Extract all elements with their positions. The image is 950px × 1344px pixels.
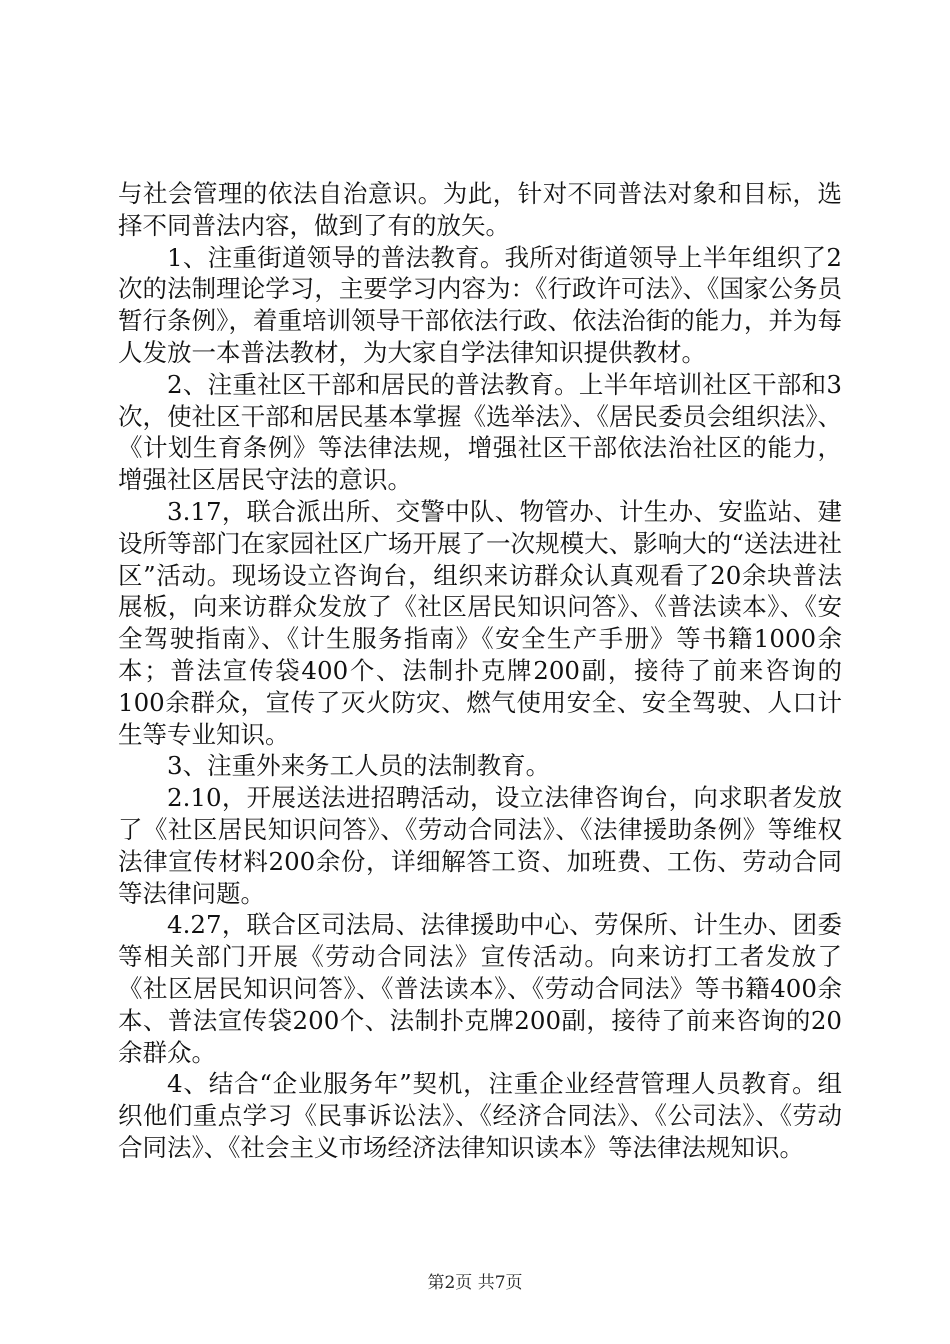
paragraph-community-education: 2、注重社区干部和居民的普法教育。上半年培训社区干部和3次，使社区干部和居民基本掌握《选举法》、《居民委员会组织法》、《计划生育条例》等法律法规，增强社区干部依法治社区的能力，增强社区居民守法的意识。 <box>118 369 842 495</box>
paragraph-law-into-community: 3.17，联合派出所、交警中队、物管办、计生办、安监站、建设所等部门在家园社区广场开展了一次规模大、影响大的“送法进社区”活动。现场设立咨询台，组织来访群众认真观看了20余块普法展板，向来访群众发放了《社区居民知识问答》、《普法读本》、《安全驾驶指南》、《计生服务指南》《安全生产手册》等书籍1000余本；普法宣传袋400个、法制扑克牌200副，接待了前来咨询的100余群众，宣传了灭火防灾、燃气使用安全、安全驾驶、人口计生等专业知识。 <box>118 496 842 749</box>
paragraph-enterprise-education: 4、结合“企业服务年”契机，注重企业经营管理人员教育。组织他们重点学习《民事诉讼法》、《经济合同法》、《公司法》、《劳动合同法》、《社会主义市场经济法律知识读本》等法律法规知识。 <box>118 1069 842 1162</box>
paragraph-job-fair-activity: 2.10，开展送法进招聘活动，设立法律咨询台，向求职者发放了《社区居民知识问答》、《劳动合同法》、《法律援助条例》等维权法律宣传材料200余份，详细解答工资、加班费、工伤、劳动合同等法律问题。 <box>118 783 842 908</box>
document-body <box>118 178 842 1164</box>
paragraph-labor-contract-activity: 4.27，联合区司法局、法律援助中心、劳保所、计生办、团委等相关部门开展《劳动合同法》宣传活动。向来访打工者发放了《社区居民知识问答》、《普法读本》、《劳动合同法》等书籍400余本、普法宣传袋200个、法制扑克牌200副，接待了前来咨询的20余群众。 <box>118 910 842 1067</box>
paragraph-migrant-workers-heading: 3、注重外来务工人员的法制教育。 <box>167 751 551 781</box>
paragraph-leader-education: 1、注重街道领导的普法教育。我所对街道领导上半年组织了2次的法制理论学习，主要学习内容为：《行政许可法》、《国家公务员暂行条例》，着重培训领导干部依法行政、依法治街的能力，并为每人发放一本普法教材，为大家自学法律知识提供教材。 <box>118 242 842 367</box>
paragraph-continuation: 与社会管理的依法自治意识。为此，针对不同普法对象和目标，选择不同普法内容，做到了有的放矢。 <box>118 179 842 240</box>
page-footer: 第2页 共7页 <box>427 1273 523 1293</box>
